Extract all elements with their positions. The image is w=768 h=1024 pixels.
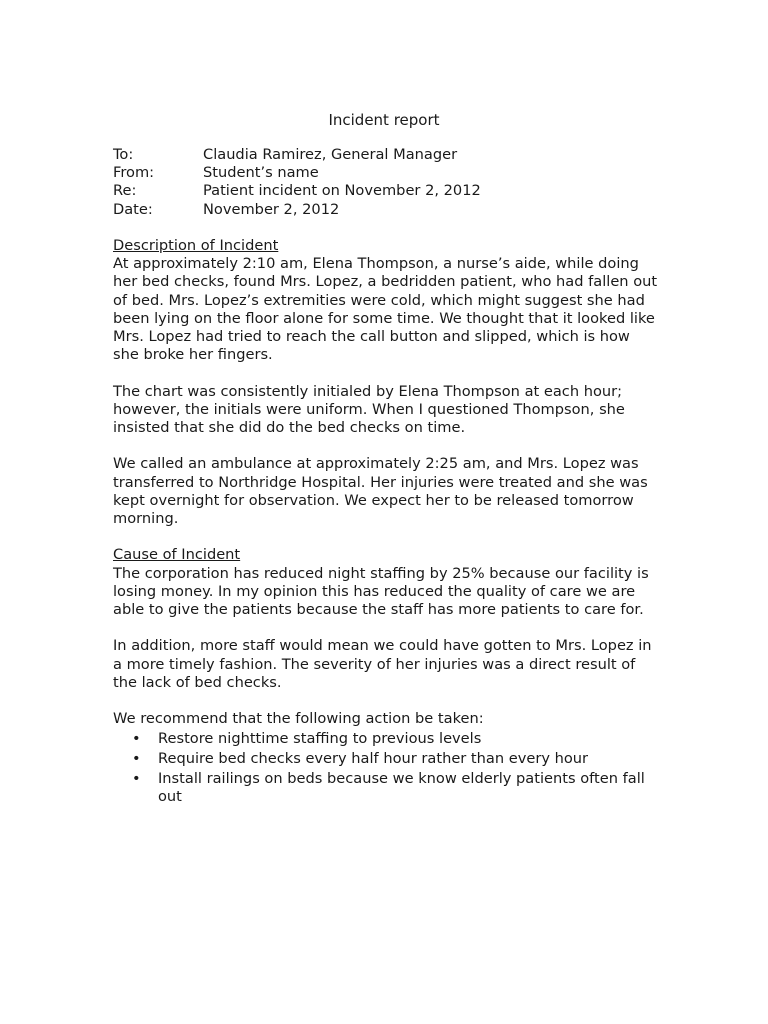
- memo-value-to: Claudia Ramirez, General Manager: [203, 146, 458, 163]
- action-item-text: Install railings on beds because we know elderly patients often fall out: [158, 769, 645, 805]
- description-paragraph: The chart was consistently initialed by Elena Thompson at each hour; however, the initials were uniform. When I questioned Thompson, she insisted that she did do the bed checks on time.: [113, 382, 625, 436]
- cause-paragraph: The corporation has reduced night staffing by 25% because our facility is losing money. In my opinion this has reduced the quality of care we are able to give the patients because the staff has more patients to care for.: [113, 564, 649, 618]
- document-body: [113, 146, 658, 806]
- document-title: Incident report: [328, 111, 440, 129]
- memo-row-date: [113, 201, 658, 219]
- bullet-icon: •: [132, 769, 141, 787]
- memo-label-from: From:: [113, 164, 155, 182]
- memo-label-to: To:: [113, 146, 134, 163]
- bullet-icon: •: [132, 729, 141, 747]
- memo-header: [113, 146, 658, 219]
- description-paragraph: We called an ambulance at approximately 2:25 am, and Mrs. Lopez was transferred to Northridge Hospital. Her injuries were treated and she was kept overnight for observation. We expect her to be released tomorrow morning.: [113, 455, 648, 527]
- recommendation-intro: We recommend that the following action be taken:: [113, 710, 484, 728]
- action-item-text: Restore nighttime staffing to previous levels: [158, 729, 482, 747]
- cause-paragraph: In addition, more staff would mean we could have gotten to Mrs. Lopez in a more timely fashion. The severity of her injuries was a direct result of the lack of bed checks.: [113, 637, 652, 691]
- action-item-text: Require bed checks every half hour rather than every hour: [158, 749, 589, 767]
- memo-label-date: Date:: [113, 200, 153, 218]
- memo-value-re: Patient incident on November 2, 2012: [203, 182, 481, 200]
- action-item: [113, 770, 658, 806]
- action-item: [113, 730, 658, 748]
- description-paragraph: At approximately 2:10 am, Elena Thompson, a nurse’s aide, while doing her bed checks, found Mrs. Lopez, a bedridden patient, who had fallen out of bed. Mrs. Lopez’s extremities were cold, which might suggest she had been lying on the floor alone for some time. We thought that it looked like Mrs. Lopez had tried to reach the call button and slipped, which is how she broke her fingers.: [113, 255, 658, 364]
- memo-row-re: [113, 182, 658, 200]
- memo-label-re: Re:: [113, 182, 137, 200]
- memo-row-from: [113, 164, 658, 182]
- description-heading: Description of Incident: [113, 236, 279, 254]
- bullet-icon: •: [132, 749, 141, 767]
- recommended-actions-list: [113, 730, 658, 806]
- memo-row-to: [113, 146, 658, 164]
- action-item: [113, 750, 658, 768]
- memo-value-from: Student’s name: [203, 164, 319, 182]
- cause-heading: Cause of Incident: [113, 546, 241, 564]
- memo-value-date: November 2, 2012: [203, 200, 340, 218]
